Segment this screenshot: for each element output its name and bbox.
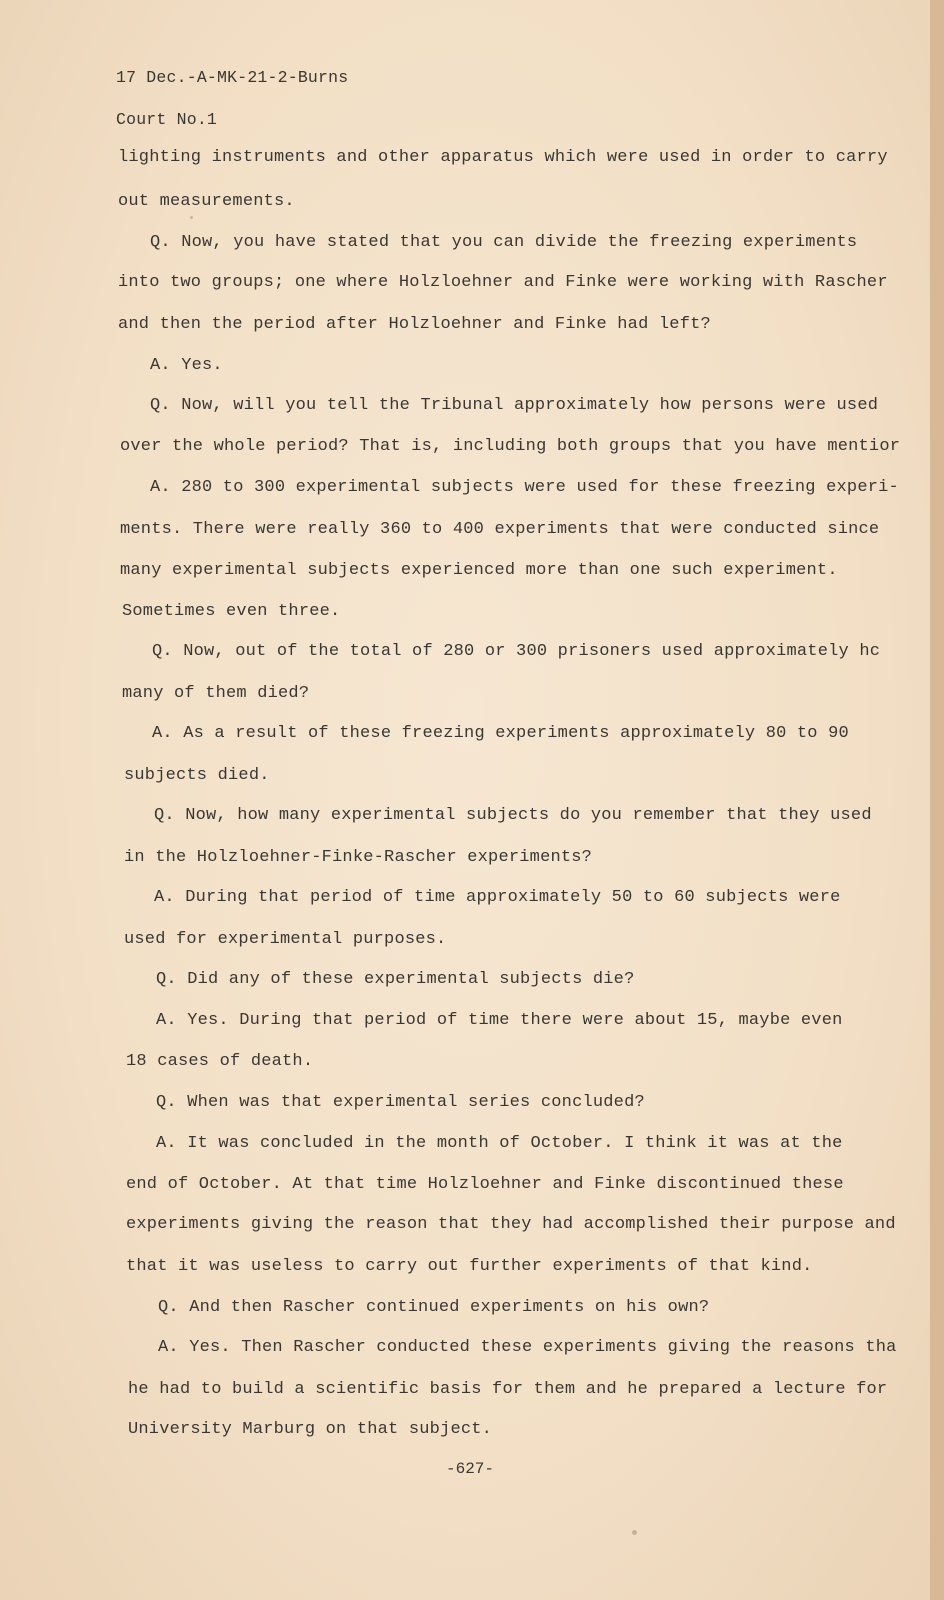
text-line: Q. Now, will you tell the Tribunal approximately how persons were used (150, 396, 879, 415)
header-line-2: Court No.1 (116, 110, 218, 129)
text-line: A. Yes. During that period of time there were about 15, maybe even (156, 1011, 843, 1030)
text-line: Q. Did any of these experimental subjects die? (156, 970, 635, 989)
text-line: A. 280 to 300 experimental subjects were used for these freezing experi- (150, 478, 899, 497)
text-line: Q. Now, you have stated that you can divide the freezing experiments (150, 233, 858, 252)
text-line: Q. When was that experimental series concluded? (156, 1093, 645, 1112)
text-line: Q. Now, out of the total of 280 or 300 prisoners used approximately hc (152, 642, 881, 661)
text-line: A. Yes. (150, 356, 223, 375)
text-line: end of October. At that time Holzloehner and Finke discontinued these (126, 1175, 844, 1194)
text-line: Q. And then Rascher continued experiments on his own? (158, 1298, 710, 1317)
text-line: ments. There were really 360 to 400 experiments that were conducted since (120, 520, 880, 539)
text-line: A. It was concluded in the month of October. I think it was at the (156, 1134, 843, 1153)
text-line: experiments giving the reason that they had accomplished their purpose and (126, 1215, 896, 1234)
text-line: many of them died? (122, 684, 310, 703)
text-line: A. Yes. Then Rascher conducted these experiments giving the reasons tha (158, 1338, 897, 1357)
header-line-1: 17 Dec.-A-MK-21-2-Burns (116, 68, 349, 87)
paper-spot (632, 1530, 637, 1535)
page-number: -627- (446, 1460, 495, 1478)
text-line: University Marburg on that subject. (128, 1420, 493, 1439)
text-line: out measurements. (118, 192, 295, 211)
text-line: and then the period after Holzloehner and Finke had left? (118, 315, 711, 334)
text-line: A. As a result of these freezing experiments approximately 80 to 90 (152, 724, 849, 743)
text-line: 18 cases of death. (126, 1052, 314, 1071)
text-line: subjects died. (124, 766, 270, 785)
text-line: over the whole period? That is, including both groups that you have mentior (120, 437, 901, 456)
text-line: A. During that period of time approximately 50 to 60 subjects were (154, 888, 841, 907)
text-line: many experimental subjects experienced more than one such experiment. (120, 561, 838, 580)
text-line: he had to build a scientific basis for them and he prepared a lecture for (128, 1380, 888, 1399)
text-line: that it was useless to carry out further experiments of that kind. (126, 1257, 813, 1276)
text-line: lighting instruments and other apparatus which were used in order to carry (118, 148, 888, 167)
text-line: used for experimental purposes. (124, 930, 447, 949)
text-line: Sometimes even three. (122, 602, 341, 621)
text-line: Q. Now, how many experimental subjects do you remember that they used (154, 806, 872, 825)
paper-spot (190, 216, 193, 219)
text-line: into two groups; one where Holzloehner and Finke were working with Rascher (118, 273, 888, 292)
text-line: in the Holzloehner-Finke-Rascher experiments? (124, 848, 593, 867)
